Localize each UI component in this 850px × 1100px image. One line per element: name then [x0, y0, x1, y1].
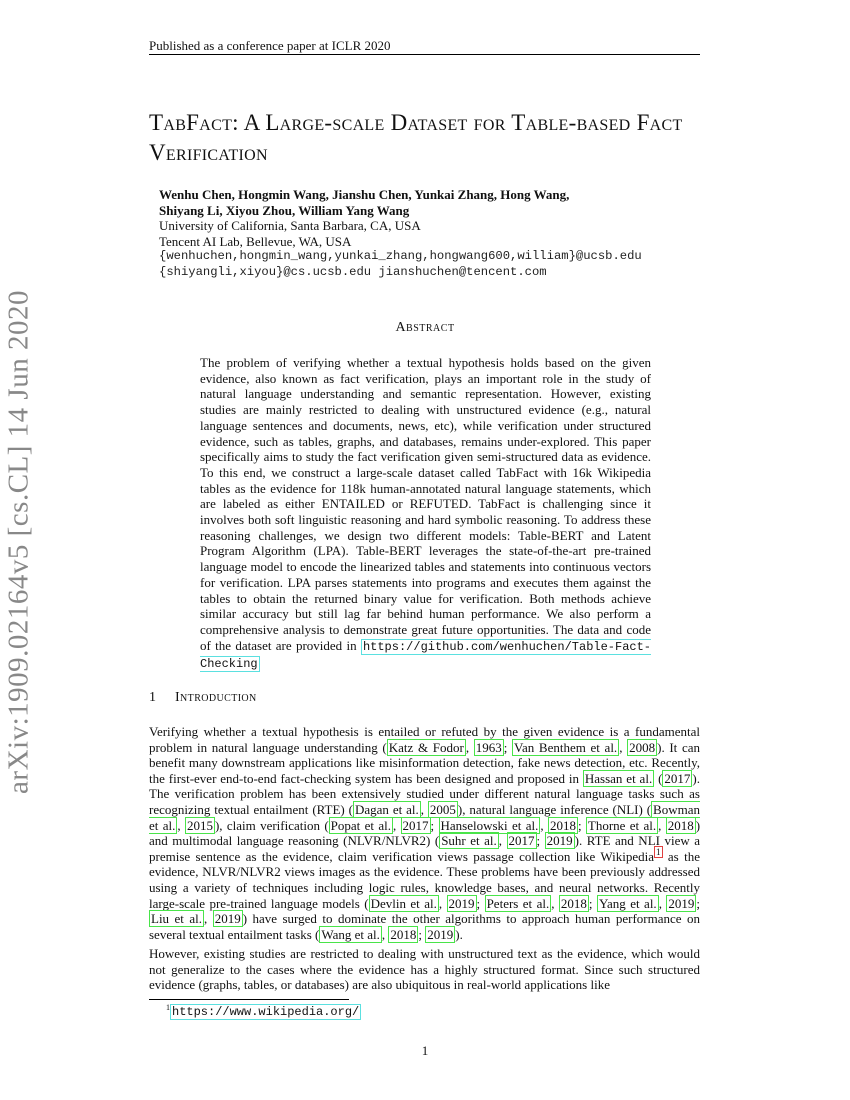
citation-link[interactable]: Van Benthem et al.	[514, 739, 618, 755]
paragraph-text: ,	[658, 895, 667, 911]
arxiv-stamp	[2, 290, 35, 794]
paragraph-text: ,	[438, 895, 447, 911]
paragraph-text: ,	[465, 739, 474, 755]
paragraph-text: ). RTE and NLI view a premise sentence as the evidence, claim verification views passage collection like Wikipedia	[149, 833, 701, 864]
paragraph-text: ;	[503, 739, 513, 755]
paragraph-text: as the evidence, NLVR/NLVR2 views images as the evidence. These problems have been previously addressed using a variety of techniques including logic rules, knowledge bases, and neural networks. Recently large-scale pre-trained language models (	[149, 848, 701, 911]
citation-link[interactable]: 2015	[186, 817, 213, 833]
paragraph-text: ,	[658, 817, 666, 833]
citation-link[interactable]: Katz & Fodor	[388, 739, 464, 755]
paragraph-text: ) have surged to dominate the other algorithms to approach human performance on several textual entailment tasks (	[149, 911, 700, 942]
citation-link[interactable]: 2018	[667, 817, 694, 833]
affiliation-tencent: Tencent AI Lab, Bellevue, WA, USA	[159, 233, 352, 249]
paragraph-text: ;	[696, 895, 700, 911]
paragraph-text: ), natural language inference (NLI) (	[457, 801, 652, 817]
header-rule	[149, 54, 700, 55]
paragraph-text: ,	[203, 911, 213, 927]
author-block	[159, 187, 719, 280]
citation-link[interactable]: Suhr et al.	[441, 833, 497, 849]
citation-link[interactable]: Peters et al.	[486, 895, 550, 911]
citation-link[interactable]: 2017	[402, 817, 429, 833]
abstract-text: The problem of verifying whether a textual hypothesis holds based on the given evidence, also known as fact verification, plays an important role in the study of natural language understanding and semantic representation. However, existing studies are mainly restricted to dealing with unstructured evidence (e.g., natural language sentences and documents, news, etc), while verification under structured evidence, such as tables, graphs, and databases, remains under-explored. This paper specifically aims to study the fact verification given semi-structured data as evidence. To this end, we construct a large-scale dataset called TabFact with 16k Wikipedia tables as the evidence for 118k human-annotated natural language statements, which are labeled as either ENTAILED or REFUTED. TabFact is challenging since it involves both soft linguistic reasoning and hard symbolic reasoning. To address these reasoning challenges, we design two different models: Table-BERT and Latent Program Algorithm (LPA). Table-BERT leverages the state-of-the-art pre-trained language model to encode the linearized tables and statements into continuous vectors for verification. LPA parses statements into programs and executes them against the tables to obtain the returned binary value for verification. Both methods achieve similar accuracy but still lag far behind human performance. We also perform a comprehensive analysis to demonstrate great future opportunities. The data and code of the dataset are provided in	[200, 355, 651, 653]
citation-link[interactable]: 2019	[427, 926, 454, 942]
paper-title: TabFact: A Large-scale Dataset for Table-based Fact Verification	[149, 110, 683, 165]
citation-link[interactable]: 1963	[475, 739, 502, 755]
citation-link[interactable]: 2018	[549, 817, 576, 833]
paragraph-text: ;	[536, 833, 545, 849]
section-number: 1	[149, 690, 156, 705]
paragraph-text: ;	[577, 817, 586, 833]
citation-link[interactable]: Hanselowski et al.	[440, 817, 539, 833]
citation-link[interactable]: Popat et al.	[330, 817, 391, 833]
paragraph-text: Verifying whether a textual hypothesis is entailed or refuted by the given evidence is a fundamental problem in natural language understanding (	[149, 724, 700, 755]
author-names-line1: Wenhu Chen, Hongmin Wang, Jianshu Chen, Yunkai Zhang, Hong Wang,	[159, 187, 570, 202]
abstract-body	[200, 355, 651, 673]
citation-link[interactable]: Thorne et al.	[587, 817, 657, 833]
citation-link[interactable]: Bowman et al.	[149, 801, 700, 833]
paragraph-text: ,	[381, 926, 389, 942]
citation-link[interactable]: 2019	[448, 895, 475, 911]
citation-link[interactable]: Wang et al.	[321, 926, 380, 942]
paragraph-text: ). It can benefit many downstream applications like misinformation detection, fake news detection, etc. Recently, the first-ever end-to-end fact-checking system has been designed and proposed in	[149, 739, 701, 786]
abstract-heading: Abstract	[395, 320, 455, 335]
citation-link[interactable]: 2005	[429, 801, 456, 817]
paragraph-text: ,	[619, 739, 628, 755]
paragraph-text: ,	[392, 817, 401, 833]
author-emails-2: {shiyangli,xiyou}@cs.ucsb.edu jianshuchen@tencent.com	[159, 264, 547, 279]
paragraph-text: ). The verification problem has been extensively studied under different natural language tasks such as recognizing textual entailment (RTE) (	[149, 770, 700, 817]
paragraph-text: ;	[588, 895, 597, 911]
paragraph-text: ) and multimodal language reasoning (NLVR/NLVR2) (	[149, 817, 701, 849]
footnote-ref[interactable]: 1	[656, 847, 661, 858]
page-number: 1	[421, 1043, 429, 1058]
citation-link[interactable]: Dagan et al.	[355, 801, 419, 817]
citation-link[interactable]: 2017	[508, 833, 535, 849]
intro-paragraph-1	[149, 724, 700, 942]
paragraph-text: ;	[430, 817, 439, 833]
paragraph-text: ,	[551, 895, 559, 911]
citation-link[interactable]: 2018	[560, 895, 587, 911]
paragraph-text: ,	[420, 801, 428, 817]
paragraph-text: ,	[177, 817, 185, 833]
running-header: Published as a conference paper at ICLR 2020	[149, 38, 391, 53]
citation-link[interactable]: Yang et al.	[598, 895, 657, 911]
citation-link[interactable]: 2008	[629, 739, 656, 755]
code-link[interactable]: https://github.com/wenhuchen/Table-Fact-Checking	[200, 639, 651, 672]
author-names-line2: Shiyang Li, Xiyou Zhou, William Yang Wang	[159, 202, 410, 218]
paragraph-text: (	[654, 770, 663, 786]
citation-link[interactable]: 2019	[668, 895, 695, 911]
paragraph-text: ;	[476, 895, 485, 911]
citation-link[interactable]: 2017	[664, 770, 691, 786]
section-heading	[149, 690, 257, 706]
arxiv-stamp-text: arXiv:1909.02164v5 [cs.CL] 14 Jun 2020	[2, 290, 35, 794]
section-title: Introduction	[175, 690, 257, 705]
citation-link[interactable]: Devlin et al.	[370, 895, 437, 911]
citation-link[interactable]: Liu et al.	[151, 911, 202, 927]
paragraph-text: ,	[498, 833, 507, 849]
footnote-rule	[149, 999, 349, 1000]
intro-paragraph-2: However, existing studies are restricted to dealing with unstructured text as the evidence, which would not generalize to the cases where the evidence has a highly structured format. Since such structured evidence (graphs, tables, or databases) are also ubiquitous in real-world applications like	[149, 946, 700, 993]
citation-link[interactable]: 2018	[390, 926, 417, 942]
footnote-mark: 1	[166, 1003, 170, 1012]
paragraph-text: ;	[418, 926, 426, 942]
footnote	[166, 1003, 361, 1019]
citation-link[interactable]: 2019	[214, 911, 241, 927]
citation-link[interactable]: 2019	[546, 833, 573, 849]
citation-link[interactable]: Hassan et al.	[584, 770, 653, 786]
paragraph-text: ), claim verification (	[214, 817, 329, 833]
author-emails-1: {wenhuchen,hongmin_wang,yunkai_zhang,hongwang600,william}@ucsb.edu	[159, 249, 642, 263]
affiliation-ucsb: University of California, Santa Barbara, CA, USA	[159, 218, 421, 233]
paragraph-text: ,	[540, 817, 548, 833]
footnote-link[interactable]: https://www.wikipedia.org/	[172, 1004, 360, 1019]
paragraph-text: ).	[455, 926, 463, 942]
